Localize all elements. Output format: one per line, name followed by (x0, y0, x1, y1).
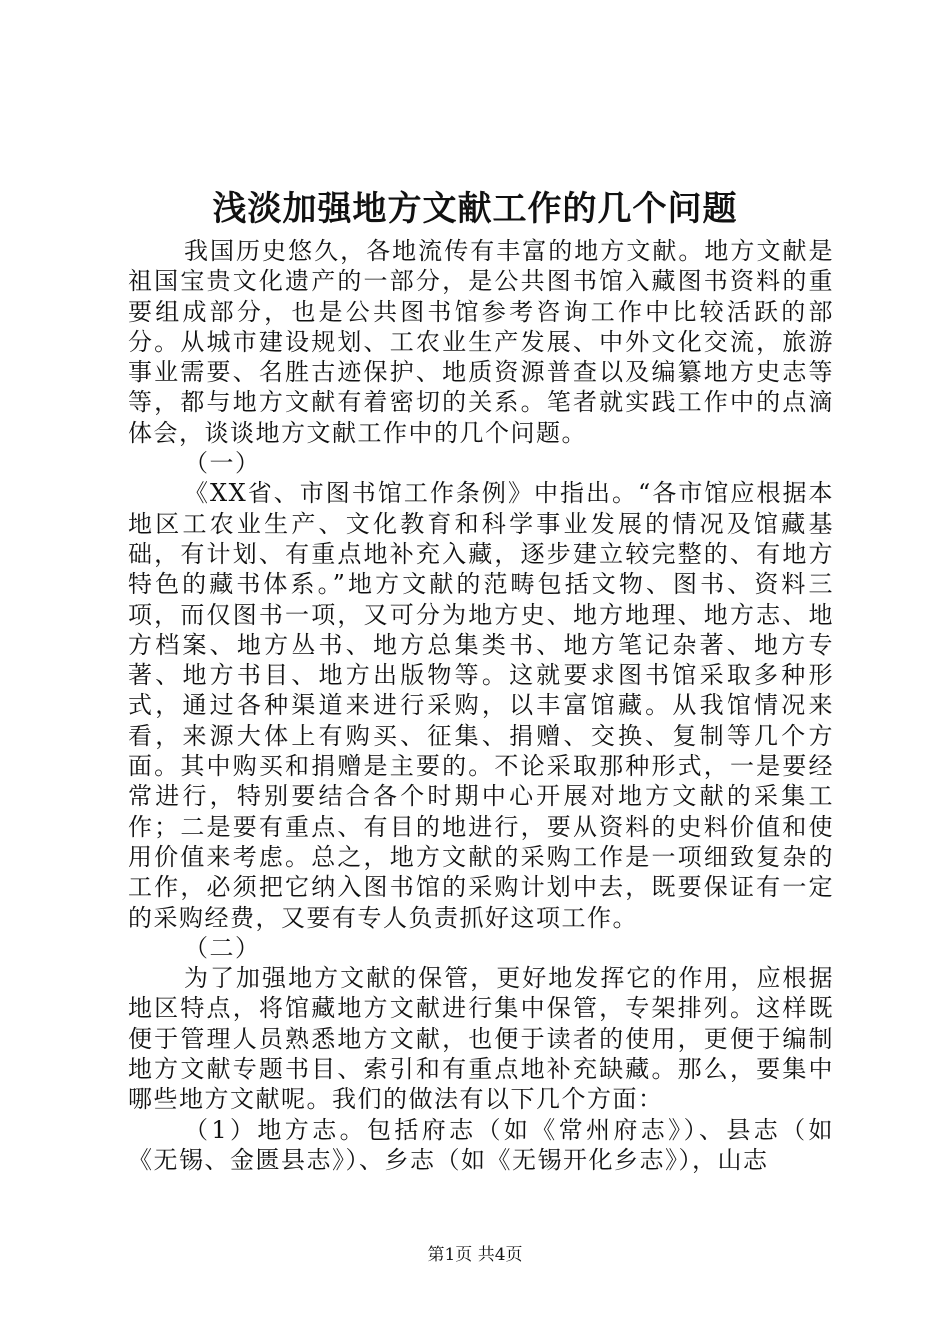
section-heading-1: （一） (184, 449, 261, 478)
paragraph-section-2: 为了加强地方文献的保管，更好地发挥它的作用，应根据地区特点，将馆藏地方文献进行集中保管，专架排列。这样既便于管理人员熟悉地方文献，也便于读者的使用，更便于编制地方文献专题书目、索引和有重点地补充缺藏。那么，要集中哪些地方文献呢。我们的做法有以下几个方面： (128, 964, 834, 1114)
page-footer: 第1页 共4页 (427, 1245, 523, 1265)
document-body (128, 236, 834, 1175)
section-heading-2: （二） (184, 933, 261, 962)
paragraph-section-1: 《XX省、市图书馆工作条例》中指出。“各市馆应根据本地区工农业生产、文化教育和科学事业发展的情况及馆藏基础，有计划、有重点地补充入藏，逐步建立较完整的、有地方特色的藏书体系。”地方文献的范畴包括文物、图书、资料三项，而仅图书一项，又可分为地方史、地方地理、地方志、地方档案、地方丛书、地方总集类书、地方笔记杂著、地方专著、地方书目、地方出版物等。这就要求图书馆采取多种形式，通过各种渠道来进行采购，以丰富馆藏。从我馆情况来看，来源大体上有购买、征集、捐赠、交换、复制等几个方面。其中购买和捐赠是主要的。不论采取那种形式，一是要经常进行，特别要结合各个时期中心开展对地方文献的采集工作；二是要有重点、有目的地进行，要从资料的史料价值和使用价值来考虑。总之，地方文献的采购工作是一项细致复杂的工作，必须把它纳入图书馆的采购计划中去，既要保证有一定的采购经费，又要有专人负责抓好这项工作。 (128, 479, 834, 932)
list-item-local-gazetteer: （1）地方志。包括府志（如《常州府志》）、县志（如《无锡、金匮县志》）、乡志（如《无锡开化乡志》），山志 (128, 1115, 834, 1174)
paragraph-intro: 我国历史悠久，各地流传有丰富的地方文献。地方文献是祖国宝贵文化遗产的一部分，是公共图书馆入藏图书资料的重要组成部分，也是公共图书馆参考咨询工作中比较活跃的部分。从城市建设规划、工农业生产发展、中外文化交流，旅游事业需要、名胜古迹保护、地质资源普查以及编纂地方史志等等，都与地方文献有着密切的关系。笔者就实践工作中的点滴体会，谈谈地方文献工作中的几个问题。 (128, 237, 834, 447)
document-title: 浅淡加强地方文献工作的几个问题 (212, 189, 738, 229)
